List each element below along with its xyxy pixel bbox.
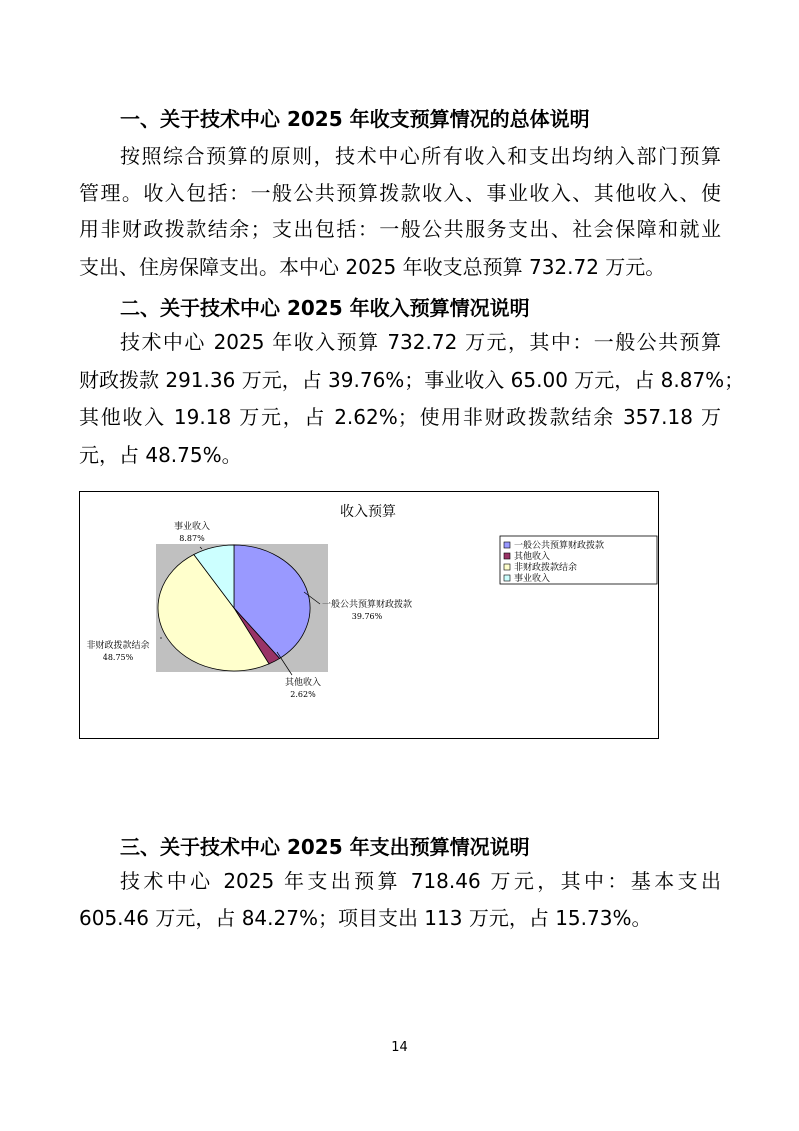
legend-swatch-1 <box>504 553 510 559</box>
slice-name-label-2: 非财政拨款结余 <box>86 641 150 651</box>
chart-title: 收入预算 <box>340 504 396 520</box>
slice-name-label-3: 事业收入 <box>173 522 211 532</box>
slice-name-label-1: 其他收入 <box>284 678 322 688</box>
slice-value-label-3: 8.87% <box>179 534 205 543</box>
section2-line-2: 财政拨款 291.36 万元，占 39.76%；事业收入 65.00 万元，占 8.87%； <box>79 368 745 392</box>
section2-heading: 二、关于技术中心 2025 年收入预算情况说明 <box>120 296 530 320</box>
legend-swatch-2 <box>504 564 510 570</box>
slice-name-label-0: 一般公共预算财政拨款 <box>321 600 413 610</box>
section2-line-1: 技术中心 2025 年收入预算 732.72 万元，其中：一般公共预算 <box>120 330 721 354</box>
legend-swatch-0 <box>504 542 510 548</box>
section1-heading: 一、关于技术中心 2025 年收支预算情况的总体说明 <box>120 107 590 131</box>
legend <box>500 536 657 584</box>
slice-value-label-1: 2.62% <box>290 690 316 699</box>
section1-line-2: 管理。收入包括：一般公共预算拨款收入、事业收入、其他收入、使 <box>79 181 721 205</box>
section1-line-4: 支出、住房保障支出。本中心 2025 年收支总预算 732.72 万元。 <box>79 255 666 279</box>
section3-line-1: 技术中心 2025 年支出预算 718.46 万元，其中：基本支出 <box>120 869 721 893</box>
section1-line-3: 用非财政拨款结余；支出包括：一般公共服务支出、社会保障和就业 <box>79 217 721 241</box>
legend-label-2: 非财政拨款结余 <box>514 563 578 573</box>
pie-chart-svg <box>80 492 658 738</box>
slice-value-label-2: 48.75% <box>102 653 134 662</box>
legend-swatch-3 <box>504 575 510 581</box>
legend-label-1: 其他收入 <box>514 552 551 562</box>
section2-line-4: 元，占 48.75%。 <box>79 443 242 467</box>
legend-label-3: 事业收入 <box>514 574 551 584</box>
section1-line-1: 按照综合预算的原则，技术中心所有收入和支出均纳入部门预算 <box>120 144 721 168</box>
pie-slices <box>158 545 310 671</box>
income-pie-chart <box>79 491 659 739</box>
section3-heading: 三、关于技术中心 2025 年支出预算情况说明 <box>120 835 530 859</box>
legend-label-0: 一般公共预算财政拨款 <box>514 541 605 551</box>
page-number: 14 <box>391 1040 408 1055</box>
section2-line-3: 其他收入 19.18 万元，占 2.62%；使用非财政拨款结余 357.18 万 <box>79 405 721 429</box>
section3-line-2: 605.46 万元，占 84.27%；项目支出 113 万元，占 15.73%。 <box>79 906 652 930</box>
slice-value-label-0: 39.76% <box>351 612 383 621</box>
